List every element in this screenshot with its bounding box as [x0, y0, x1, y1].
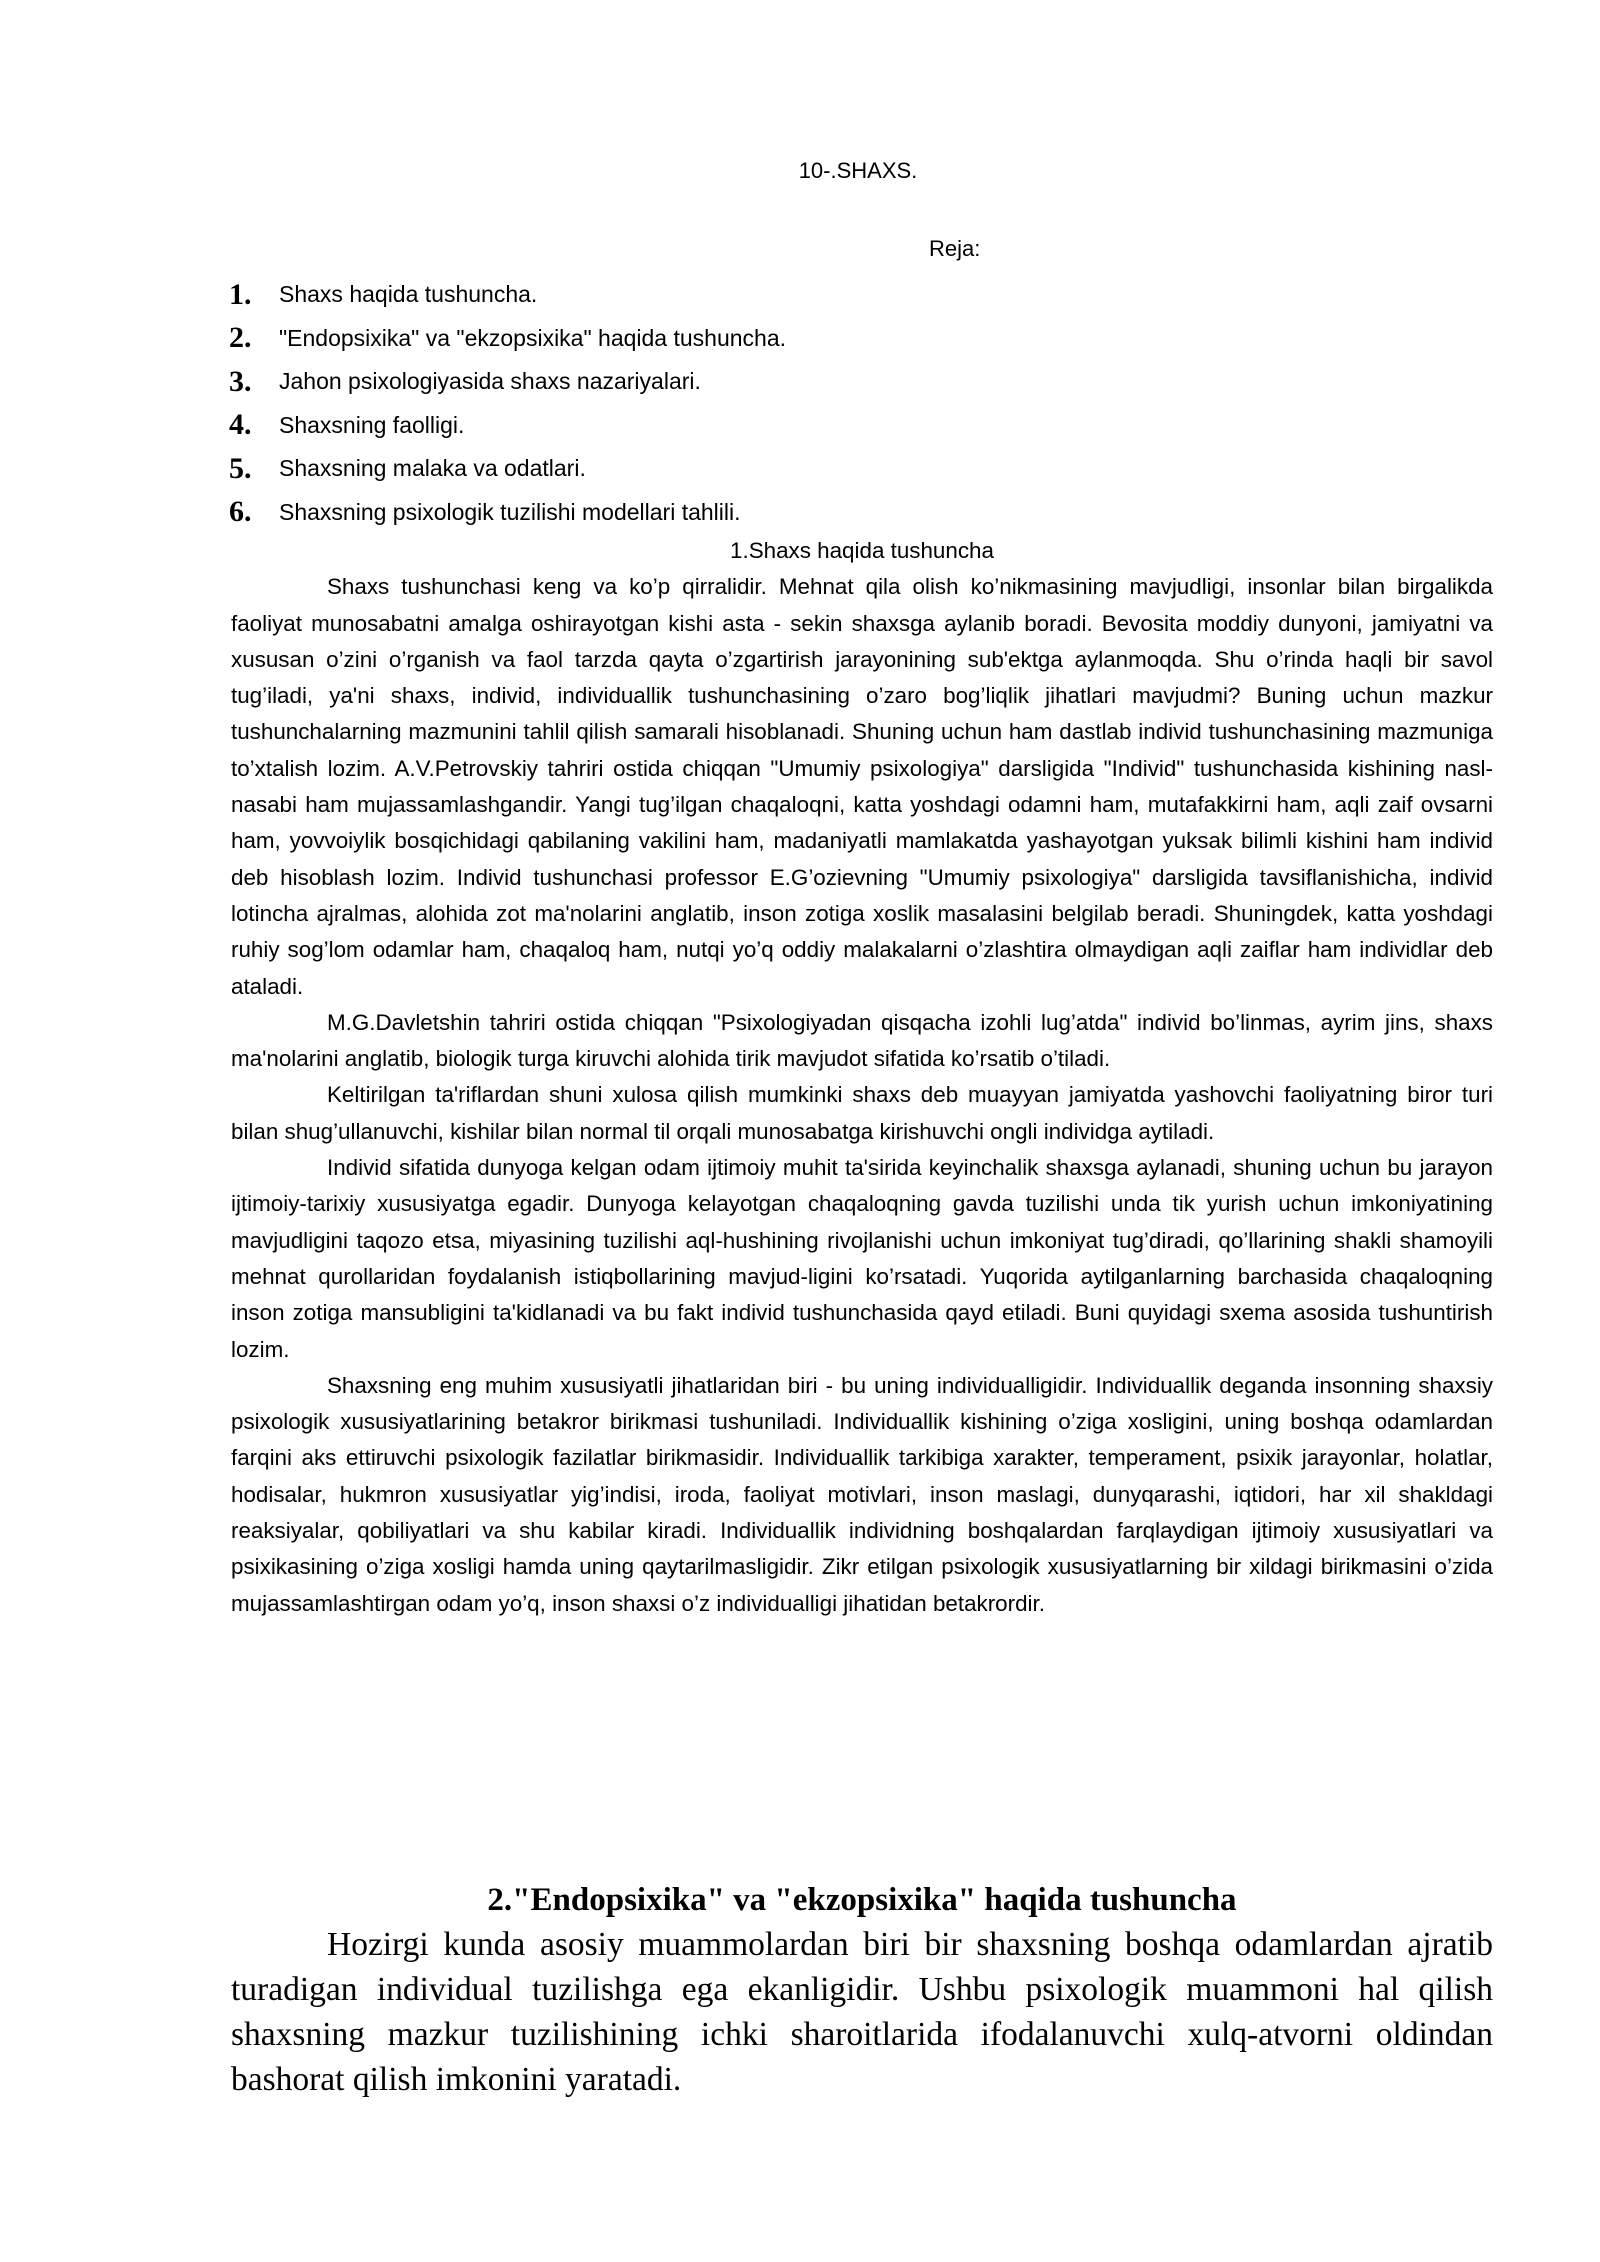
plan-item — [229, 360, 1529, 404]
body-paragraph: Keltirilgan ta'riflardan shuni xulosa qilish mumkinki shaxs deb muayyan jamiyatda yashovchi faoliyatning biror turi bilan shug’ullanuvchi, kishilar bilan normal til orqali munosabatga kirishuvchi ongli individga aytiladi. — [231, 1082, 1493, 1144]
plan-item — [229, 317, 1529, 361]
plan-label: Reja: — [929, 236, 981, 261]
section-2-heading: 2."Endopsixika" va "ekzopsixika" haqida tushuncha — [487, 1882, 1237, 1918]
section-1-heading: 1.Shaxs haqida tushuncha — [730, 538, 994, 563]
section-1 — [231, 533, 1493, 1622]
plan-item-number: 6. — [229, 495, 252, 529]
plan-item-text: Shaxsning faolligi. — [279, 411, 465, 438]
section-2-paragraph: Hozirgi kunda asosiy muammolardan biri bir shaxsning boshqa odamlardan ajratib turadigan individual tuzilishga ega ekanligidir. Ushbu psixologik muammoni hal qilish shaxsning mazkur tuzilishining ichki sharoitlarida ifodalanuvchi xulq-atvorni oldindan bashorat qilish imkonini yaratadi. — [231, 1926, 1493, 2098]
plan-item — [229, 273, 1529, 317]
body-paragraph: Shaxs tushunchasi keng va ko’p qirralidir. Mehnat qila olish ko’nikmasining mavjudligi, insonlar bilan birgalikda faoliyat munosabatni amalga oshirayotgan kishi asta - sekin shaxsga aylanib boradi. Bevosita moddiy dunyoni, jamiyatni va xususan o’zini o’rganish va faol tarzda qayta o’zgartirish jarayonining sub'ektga aylanmoqda. Shu o’rinda haqli bir savol tug’iladi, ya'ni shaxs, individ, individuallik tushunchasining o’zaro bog’liqlik jihatlari mavjudmi? Buning uchun mazkur tushunchalarning mazmunini tahlil qilish samarali hisoblanadi. Shuning uchun ham dastlab individ tushunchasining mazmuniga to’xtalish lozim. A.V.Petrovskiy tahriri ostida chiqqan "Umumiy psixologiya" darsligida "Individ" tushunchasida kishining nasl-nasabi ham mujassamlashgandir. Yangi tug’ilgan chaqaloqni, katta yoshdagi odamni ham, mutafakkirni ham, aqli zaif ovsarni ham, yovvoiylik bosqichidagi qabilaning vakilini ham, madaniyatli mamlakatda yashayotgan yuksak bilimli kishini ham individ deb hisoblash lozim. Individ tushunchasi professor E.G’ozievning "Umumiy psixologiya" darsligida tavsiflanishicha, individ lotincha ajralmas, alohida zot ma'nolarini anglatib, inson zotiga xoslik masalasini belgilab beradi. Shuningdek, katta yoshdagi ruhiy sog’lom odamlar ham, chaqaloq ham, nutqi yo’q oddiy malakalarni o’zlashtira olmaydigan aqli zaiflar ham individlar deb ataladi. — [231, 574, 1493, 999]
plan-item-text: Jahon psixologiyasida shaxs nazariyalari. — [279, 368, 701, 395]
plan-item-text: Shaxsning psixologik tuzilishi modellari tahlili. — [279, 498, 741, 525]
body-paragraph: Individ sifatida dunyoga kelgan odam ijtimoiy muhit ta'sirida keyinchalik shaxsga aylanadi, shuning uchun bu jarayon ijtimoiy-tarixiy xususiyatga egadir. Dunyoga kelayotgan chaqaloqning gavda tuzilishi unda tik yurish uchun imkoniyatining mavjudligini taqozo etsa, miyasining tuzilishi aql-hushining rivojlanishi uchun imkoniyat tug’diradi, qo’llarining shakli shamoyili mehnat qurollaridan foydalanish istiqbollarining mavjud-ligini ko’rsatadi. Yuqorida aytilganlarning barchasida chaqaloqning inson zotiga mansubligini ta'kidlanadi va bu fakt individ tushunchasida qayd etiladi. Buni quyidagi sxema asosida tushuntirish lozim. — [231, 1155, 1493, 1362]
document-title: 10-.SHAXS. — [798, 158, 918, 183]
plan-item-number: 3. — [229, 364, 252, 398]
plan-item-number: 4. — [229, 408, 252, 442]
body-paragraph: Shaxsning eng muhim xususiyatli jihatlaridan biri - bu uning individualligidir. Individuallik deganda insonning shaxsiy psixologik xususiyatlarining betakror birikmasi tushuniladi. Individuallik kishining o’ziga xosligini, uning boshqa odamlardan farqini aks ettiruvchi psixologik fazilatlar birikmasidir. Individuallik tarkibiga xarakter, temperament, psixik jarayonlar, holatlar, hodisalar, hukmron xususiyatlar yig’indisi, iroda, faoliyat motivlari, inson maslagi, dunyqarashi, iqtidori, har xil shakldagi reaksiyalar, qobiliyatlari va shu kabilar kiradi. Individuallik individning boshqalardan farqlaydigan ijtimoiy xususiyatlari va psixikasining o’ziga xosligi hamda uning qaytarilmasligidir. Zikr etilgan psixologik xususiyatlarning bir xildagi birikmasini o’zida mujassamlashtirgan odam yo’q, inson shaxsi o’z individualligi jihatidan betakrordir. — [231, 1372, 1493, 1616]
plan-item-text: "Endopsixika" va "ekzopsixika" haqida tushuncha. — [279, 324, 787, 351]
plan-item — [229, 447, 1529, 491]
plan-item-text: Shaxs haqida tushuncha. — [279, 281, 538, 308]
plan-list — [229, 273, 1529, 534]
plan-item-number: 2. — [229, 321, 252, 355]
plan-item-number: 1. — [229, 277, 252, 311]
plan-item-text: Shaxsning malaka va odatlari. — [279, 455, 586, 482]
plan-item — [229, 404, 1529, 448]
body-paragraph: M.G.Davletshin tahriri ostida chiqqan "Psixologiyadan qisqacha izohli lug’atda" individ bo’linmas, ayrim jins, shaxs ma'nolarini anglatib, biologik turga kiruvchi alohida tirik mavjudot sifatida ko’rsatib o’tiladi. — [231, 1009, 1493, 1072]
plan-item-number: 5. — [229, 451, 252, 485]
plan-item — [229, 491, 1529, 535]
